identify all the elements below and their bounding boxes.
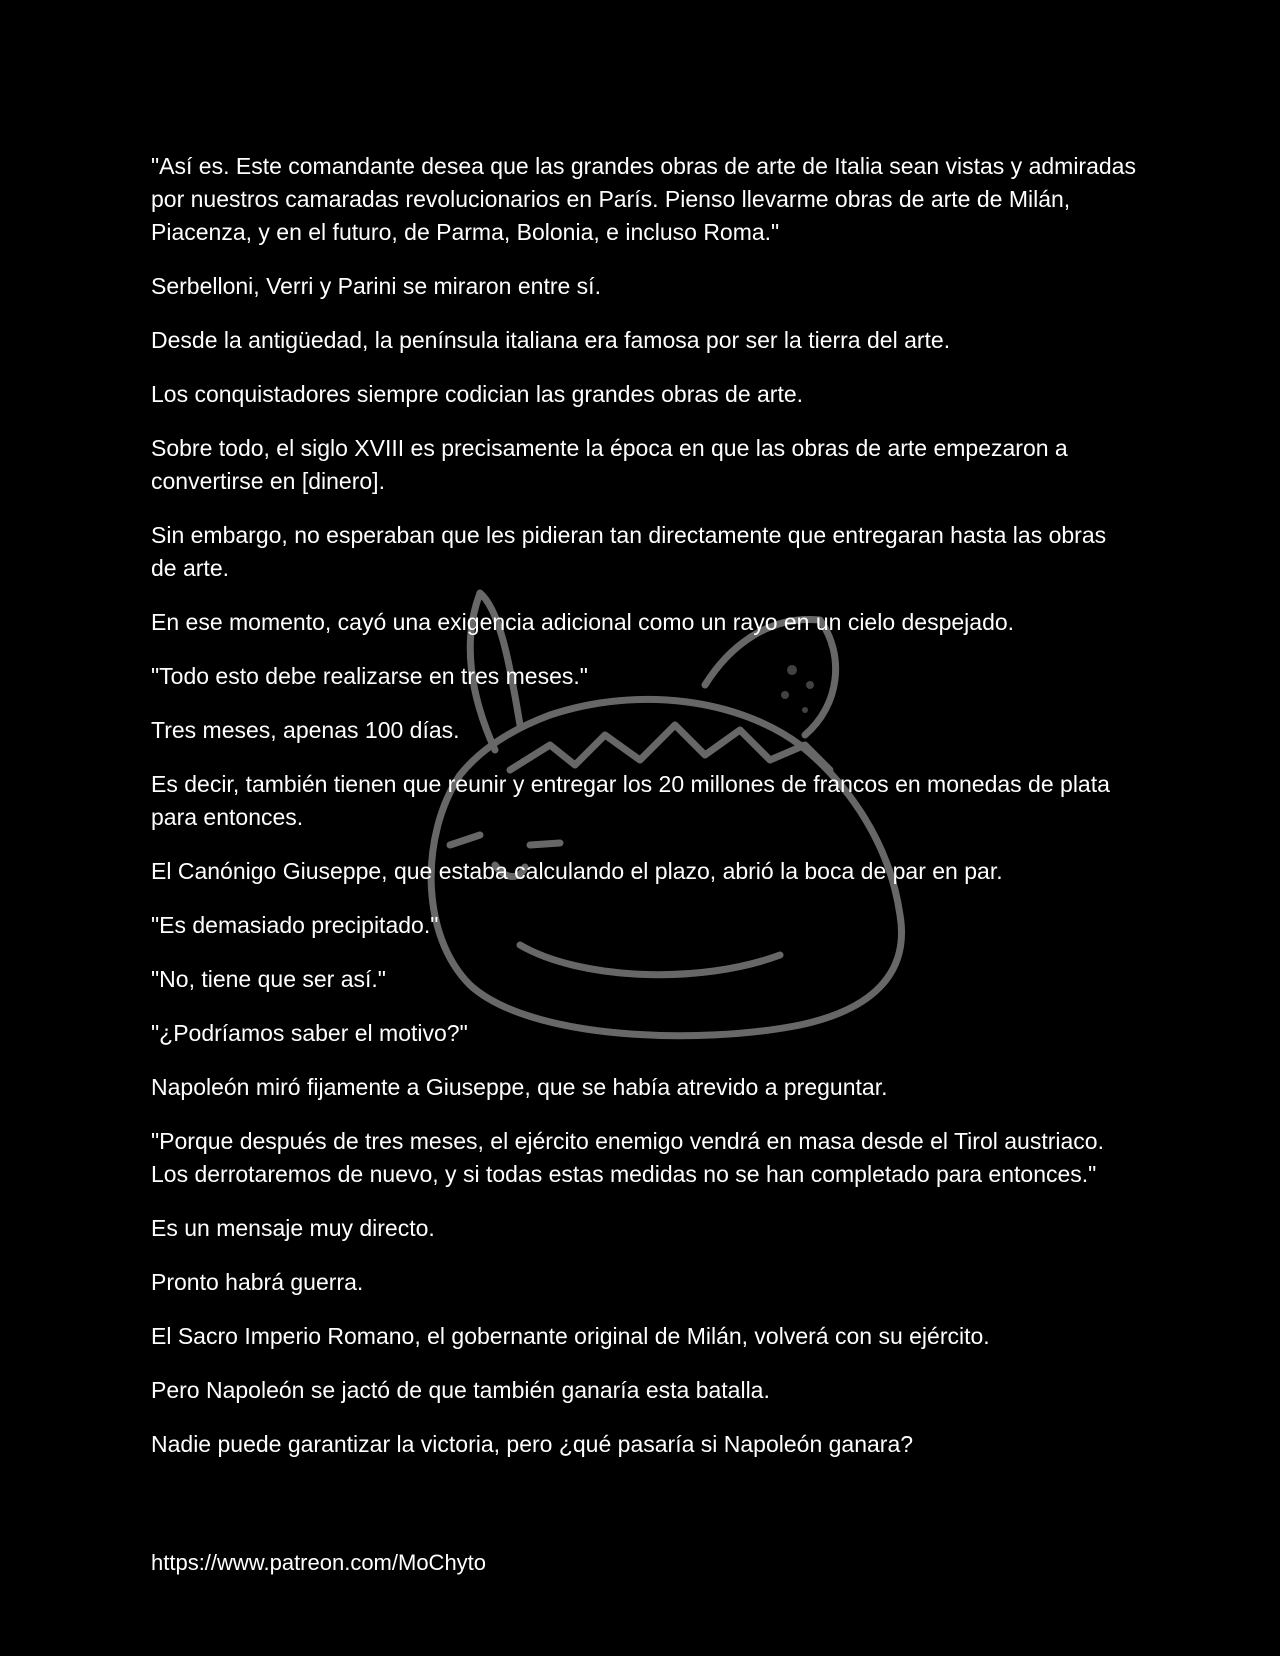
paragraph: El Sacro Imperio Romano, el gobernante original de Milán, volverá con su ejército. (151, 1323, 990, 1349)
paragraph: Pronto habrá guerra. (151, 1269, 364, 1295)
paragraph: "Todo esto debe realizarse en tres meses." (151, 663, 588, 689)
paragraph: "Así es. Este comandante desea que las grandes obras de arte de Italia sean vistas y admiradas por nuestros camaradas revolucionarios en París. Pienso llevarme obras de arte de Milán, Piacenza, y en el futuro, de Parma, Bolonia, e incluso Roma." (151, 153, 1136, 245)
paragraph: Desde la antigüedad, la península italiana era famosa por ser la tierra del arte. (151, 327, 951, 353)
paragraph: Es un mensaje muy directo. (151, 1215, 435, 1241)
paragraph: Los conquistadores siempre codician las grandes obras de arte. (151, 381, 804, 407)
article-body (151, 150, 1136, 1482)
paragraph: Es decir, también tienen que reunir y entregar los 20 millones de francos en monedas de plata para entonces. (151, 771, 1110, 830)
paragraph: "Es demasiado precipitado." (151, 912, 439, 938)
patreon-link[interactable]: https://www.patreon.com/MoChyto (151, 1550, 487, 1575)
paragraph: El Canónigo Giuseppe, que estaba calculando el plazo, abrió la boca de par en par. (151, 858, 1003, 884)
paragraph: Tres meses, apenas 100 días. (151, 717, 460, 743)
paragraph: Pero Napoleón se jactó de que también ganaría esta batalla. (151, 1377, 770, 1403)
paragraph: "No, tiene que ser así." (151, 966, 386, 992)
paragraph: "Porque después de tres meses, el ejército enemigo vendrá en masa desde el Tirol austriaco. Los derrotaremos de nuevo, y si todas estas medidas no se han completado para entonces." (151, 1128, 1104, 1187)
paragraph: Napoleón miró fijamente a Giuseppe, que se había atrevido a preguntar. (151, 1074, 888, 1100)
paragraph: Nadie puede garantizar la victoria, pero ¿qué pasaría si Napoleón ganara? (151, 1431, 914, 1457)
paragraph: Sin embargo, no esperaban que les pidieran tan directamente que entregaran hasta las obras de arte. (151, 522, 1107, 581)
paragraph: Sobre todo, el siglo XVIII es precisamente la época en que las obras de arte empezaron a convertirse en [dinero]. (151, 435, 1068, 494)
paragraph: "¿Podríamos saber el motivo?" (151, 1020, 468, 1046)
paragraph: Serbelloni, Verri y Parini se miraron entre sí. (151, 273, 601, 299)
paragraph: En ese momento, cayó una exigencia adicional como un rayo en un cielo despejado. (151, 609, 1015, 635)
